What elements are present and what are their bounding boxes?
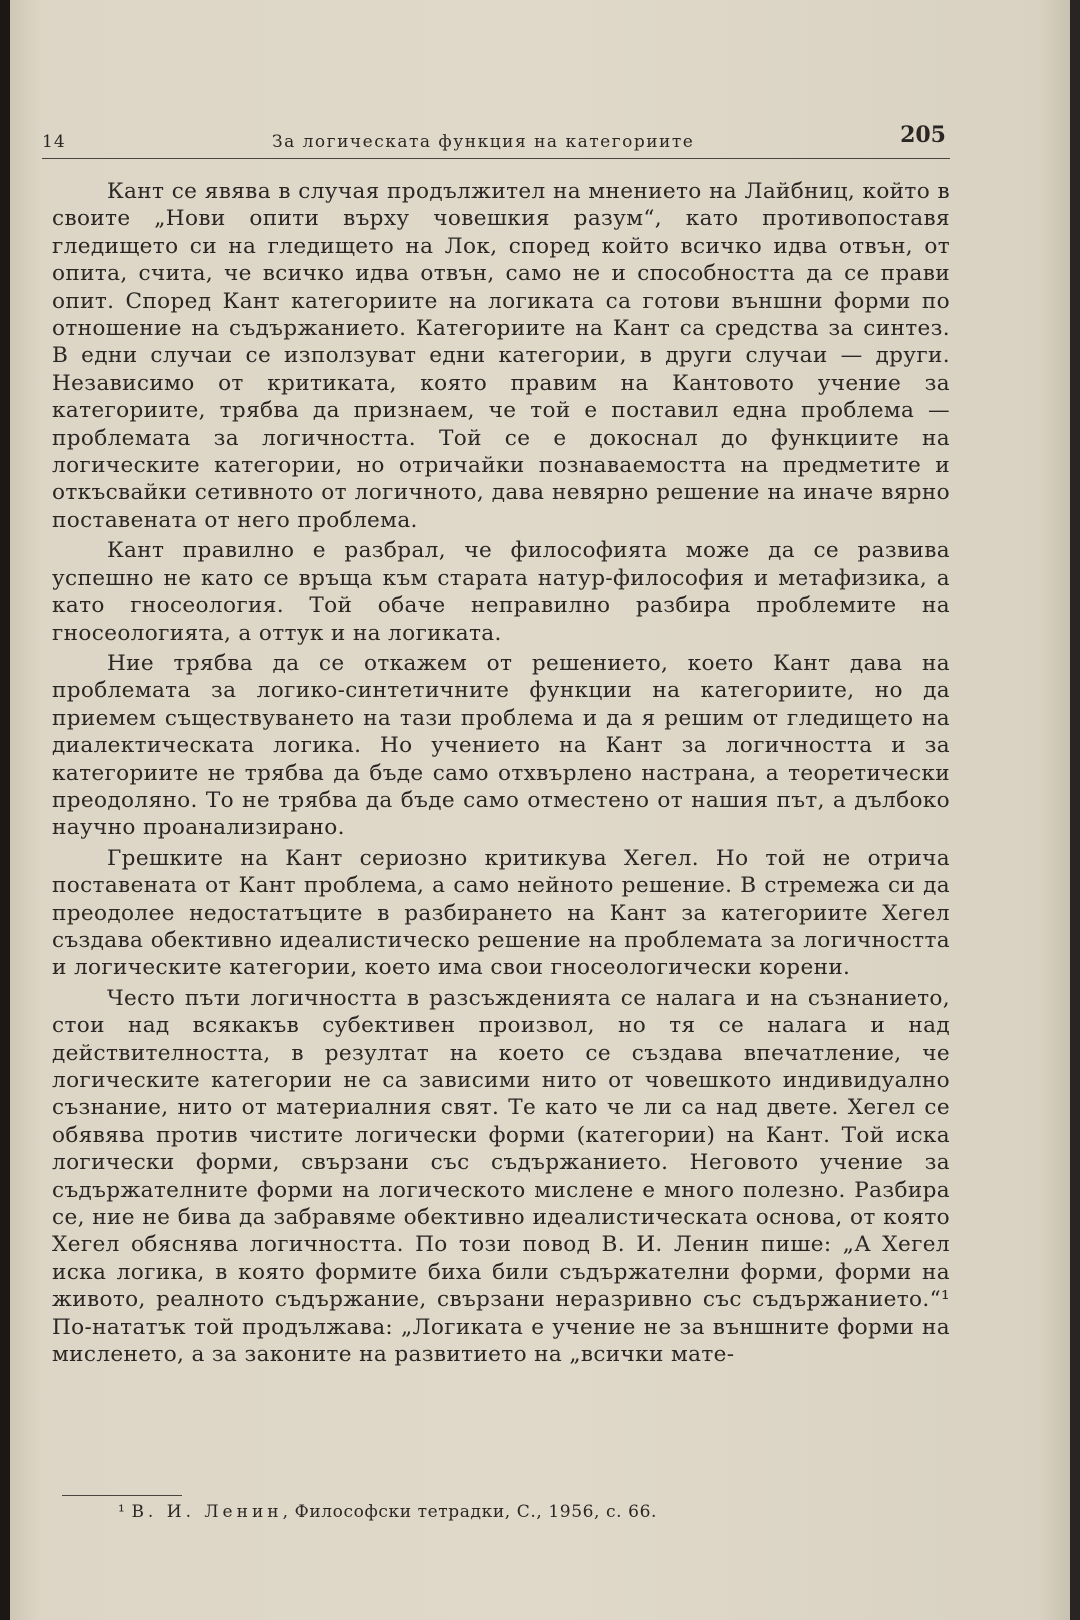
footnote-marker: ¹ bbox=[118, 1502, 126, 1522]
footnote-text: , Философски тетрадки, С., 1956, с. 66. bbox=[282, 1502, 658, 1522]
footnote bbox=[118, 1502, 657, 1522]
footnote-author: В. И. Ленин bbox=[131, 1502, 283, 1522]
book-spine bbox=[0, 0, 10, 1620]
page-header bbox=[42, 118, 950, 159]
paragraph-2: Кант правилно е разбрал, че философията може да се развива успешно не като се връща към старата натур-философия и метафизика, а като гносеология. Той обаче неправилно разбира проблемите на гносеологията, а оттук и на логиката. bbox=[52, 538, 950, 646]
body-text bbox=[52, 178, 950, 1371]
paragraph-1: Кант се явява в случая продължител на мнението на Лайбниц, който в своите „Нови опити върху човешкия разум“, като противопоставя гледището си на гледището на Лок, според който всичко идва отвън, от опита, счита, че всичко идва отвън, само не и способността да се прави опит. Според Кант категориите на логиката са готови външни форми по отношение на съдържанието. Категориите на Кант са средства за синтез. В едни случаи се използуват едни категории, в други случаи — други. Независимо от критиката, която правим на Кантовото учение за категориите, трябва да признаем, че той е поставил една проблема — проблемата за логичността. Той се е докоснал до функциите на логическите категории, но отричайки познаваемостта на предметите и откъсвайки сетивното от логичното, дава невярно решение на иначе вярно поставената от него проблема. bbox=[52, 179, 950, 533]
footnote-rule bbox=[62, 1495, 182, 1496]
paragraph-4: Грешките на Кант сериозно критикува Хегел. Но той не отрича поставената от Кант проблема, а само нейното решение. В стремежа си да преодолее недостатъците в разбирането на Кант за категориите Хегел създава обективно идеалистическо решение на проблемата за логичността и логическите категории, което има свои гносеологически корени. bbox=[52, 845, 950, 981]
book-page bbox=[10, 0, 1070, 1620]
signature-mark: 14 bbox=[42, 132, 66, 152]
paragraph-3: Ние трябва да се откажем от решението, което Кант дава на проблемата за логико-синтетичните функции на категориите, но да приемем съществуването на тази проблема и да я решим от гледището на диалектическата логика. Но учението на Кант за логичността и за категориите не трябва да бъде само отхвърлено настрана, а теоретически преодоляно. То не трябва да бъде само отместено от нашия път, а дълбоко научно проанализирано. bbox=[52, 650, 950, 841]
paragraph-5: Често пъти логичността в разсъжденията се налага и на съзнанието, стои над всякакъв субективен произвол, но тя се налага и над действителността, в резултат на което се създава впечатление, че логическите категории не са зависими нито от човешкото индивидуално съзнание, нито от материалния свят. Те като че ли са над двете. Хегел се обявява против чистите логически форми (категории) на Кант. Той иска логически форми, свързани със съдържанието. Неговото учение за съдържателните форми на логическото мислене е много полезно. Разбира се, ние не бива да забравяме обективно идеалистическата основа, от която Хегел обяснява логичността. По този повод В. И. Ленин пише: „А Хегел иска логика, в която формите биха били съдържателни форми, форми на живото, реалното съдържание, свързани неразривно със съдържанието.“¹ По-нататък той продължава: „Логиката е учение не за външните форми на мисленето, а за законите на развитието на „всички мате- bbox=[52, 985, 950, 1368]
running-title: За логическата функция на категориите bbox=[272, 132, 695, 152]
page-number: 205 bbox=[900, 122, 946, 148]
